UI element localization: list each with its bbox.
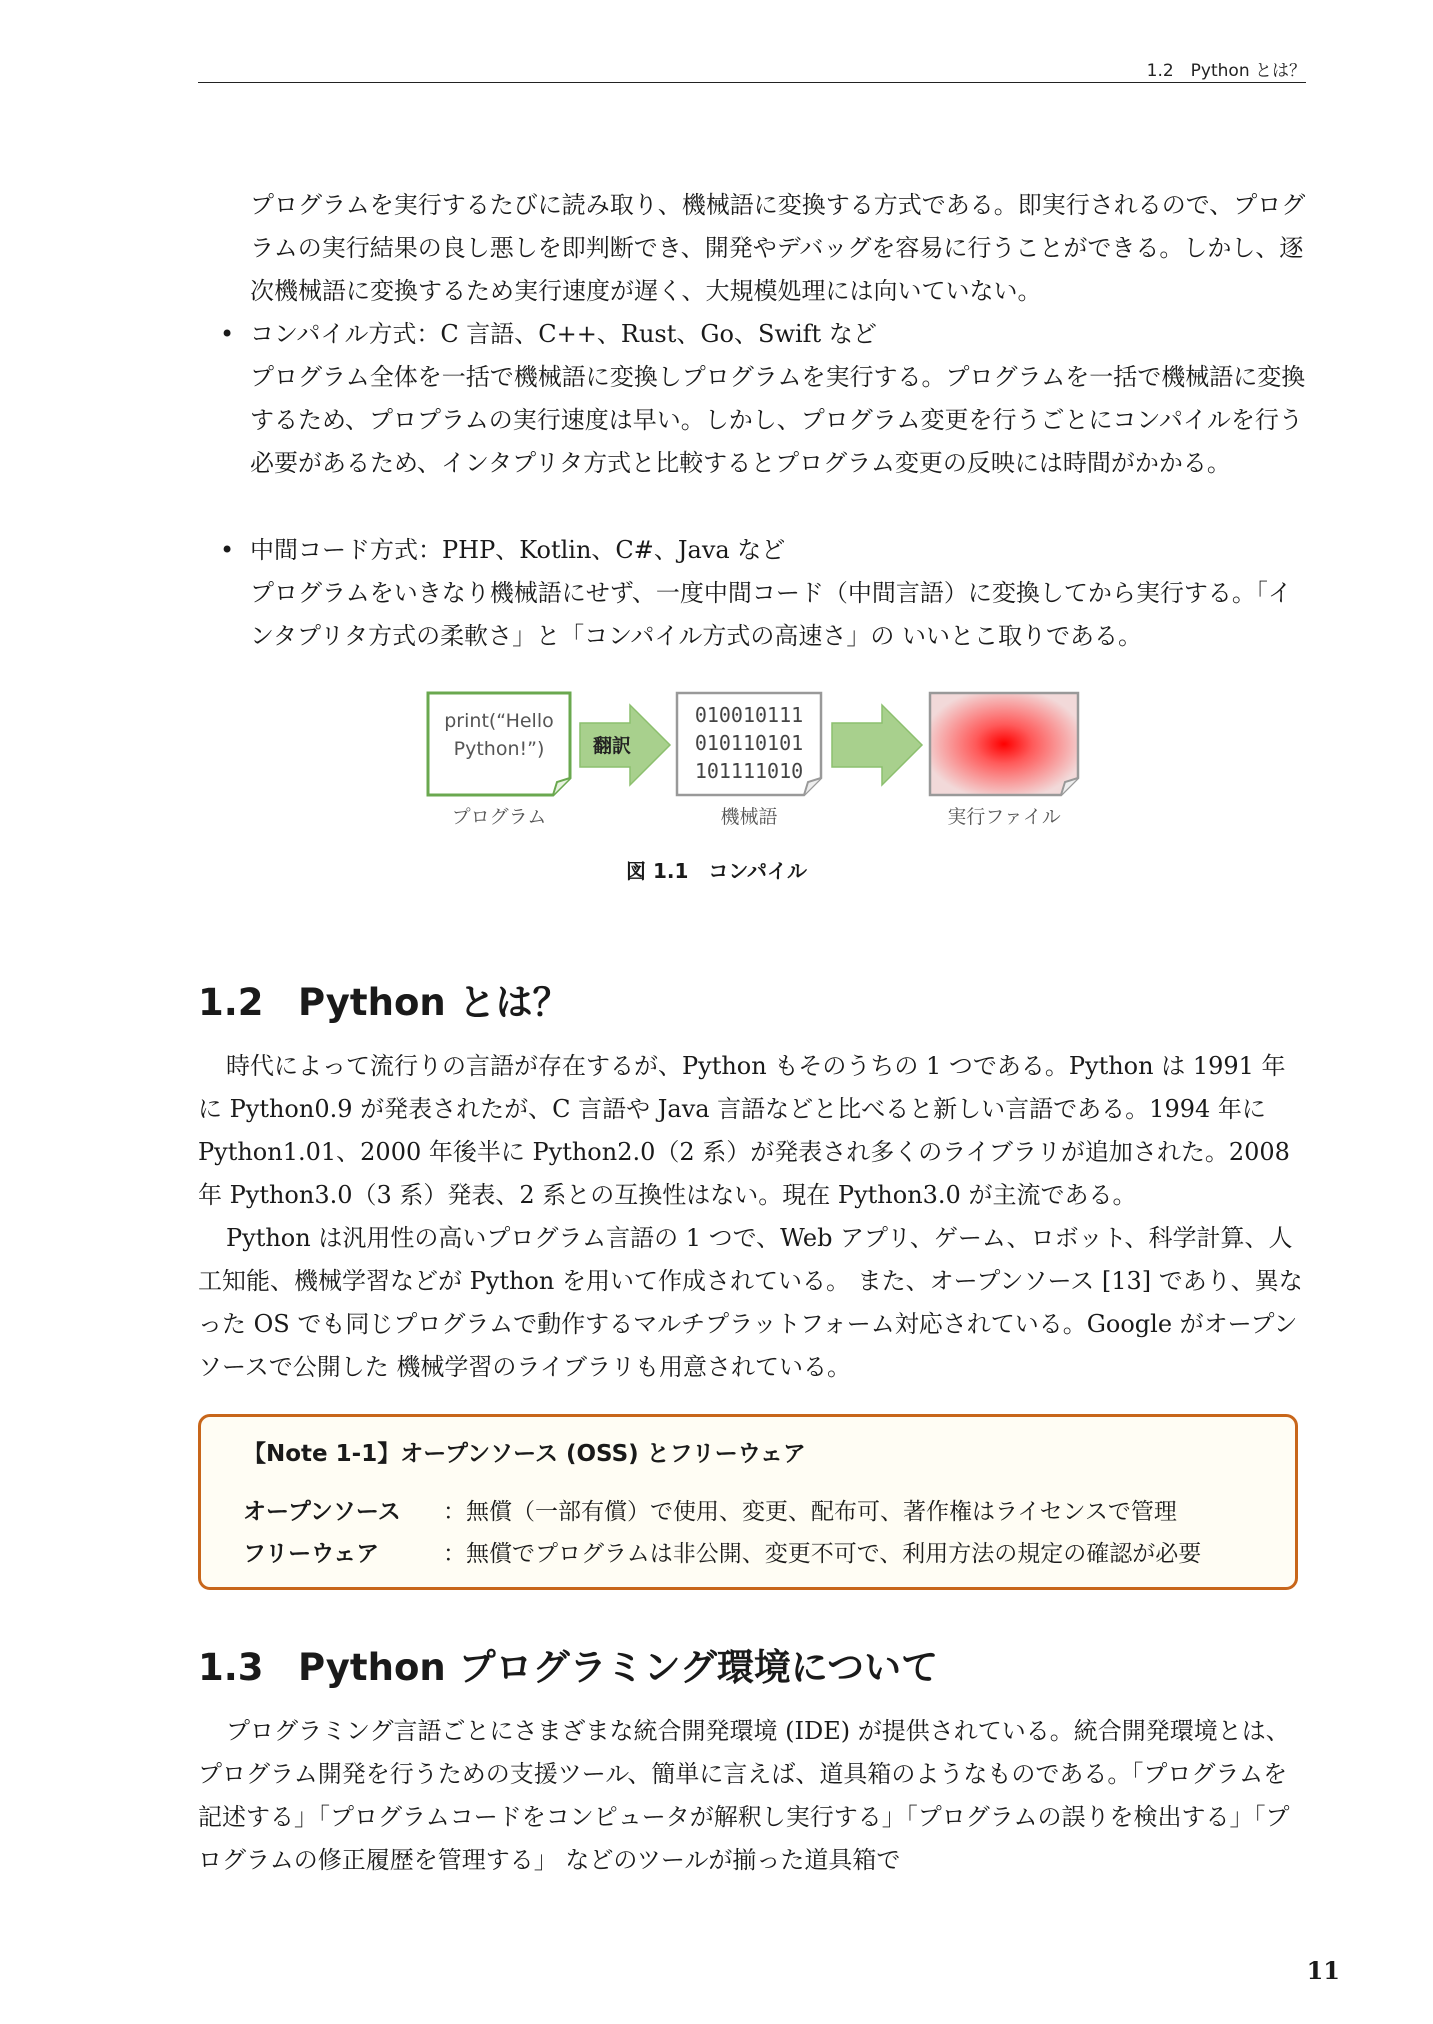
note-term: フリーウェア — [243, 1541, 380, 1567]
machine-line-1: 010010111 — [694, 703, 804, 727]
note-title: 【Note 1-1】オープンソース (OSS) とフリーウェア — [243, 1441, 806, 1467]
bullet-body-compile: プログラム全体を一括で機械語に変換しプログラムを実行する。プログラムを一括で機械語に変換するため、プロプラムの実行速度は早い。しかし、プログラム変更を行うごとにコンパイルを行う必要があるため、インタプリタ方式と比較するとプログラム変更の反映には時間がかかる。 — [250, 363, 1306, 477]
note-box — [198, 1414, 1298, 1590]
translate-arrow-icon — [580, 705, 670, 785]
compile-figure — [425, 690, 1085, 830]
bullet-title-compile: コンパイル方式：C 言語、C++、Rust、Go、Swift など — [250, 320, 877, 348]
executable-file-icon — [930, 693, 1078, 795]
note-desc: ：無償でプログラムは非公開、変更不可で、利用方法の規定の確認が必要 — [443, 1541, 1202, 1567]
program-line-1: print(“Hello — [444, 710, 554, 732]
section-title: Python とは？ — [298, 981, 570, 1024]
bullet-body-intermediate: プログラムをいきなり機械語にせず、一度中間コード（中間言語）に変換してから実行する。「インタプリタ方式の柔軟さ」と「コンパイル方式の高速さ」の いいとこ取りである。 — [250, 579, 1292, 650]
section-heading-1-2 — [198, 972, 570, 1026]
bullet-marker: • — [220, 320, 235, 348]
section-1-2-paragraph-1: 時代によって流行りの言語が存在するが、Python もそのうちの 1 つである。Python は 1991 年に Python0.9 が発表されたが、C 言語や Java 言語などと比べると新しい言語である。1994 年に Python1.01、2000 年後半に Python2.0（2 系）が発表され多くのライブラリが追加された。2008 年 Python3.0（3 系）発表、2 系との互換性はない。現在 Python3.0 が主流である。 — [198, 1052, 1290, 1209]
section-title: Python プログラミング環境について — [298, 1646, 939, 1689]
execute-arrow-icon — [832, 705, 922, 785]
label-machine: 機械語 — [720, 806, 778, 828]
page-number: 11 — [1306, 1956, 1340, 1985]
machine-line-2: 010110101 — [694, 731, 804, 755]
bullet-title-intermediate: 中間コード方式：PHP、Kotlin、C#、Java など — [250, 536, 786, 564]
label-executable: 実行ファイル — [947, 806, 1061, 828]
program-document-icon — [428, 693, 570, 795]
note-row-freeware — [243, 1535, 1201, 1568]
figure-caption: 図 1.1 コンパイル — [626, 859, 807, 883]
label-program: プログラム — [451, 806, 547, 828]
continued-paragraph: プログラムを実行するたびに読み取り、機械語に変換する方式である。即実行されるので、プログラムの実行結果の良し悪しを即判断でき、開発やデバッグを容易に行うことができる。しかし、逐次機械語に変換するため実行速度が遅く、大規模処理には向いていない。 — [250, 191, 1306, 305]
machine-code-document-icon — [677, 693, 821, 795]
header-rule — [198, 82, 1306, 83]
section-number: 1.2 — [198, 981, 264, 1024]
note-term: オープンソース — [243, 1499, 401, 1525]
bullet-marker: • — [220, 536, 235, 564]
translate-label: 翻訳 — [592, 735, 632, 757]
section-1-3-paragraph-1: プログラミング言語ごとにさまざまな統合開発環境 (IDE) が提供されている。統合開発環境とは、プログラム開発を行うための支援ツール、簡単に言えば、道具箱のようなものである。「プログラムを記述する」「プログラムコードをコンピュータが解釈し実行する」「プログラムの誤りを検出する」「プログラムの修正履歴を管理する」 などのツールが揃った道具箱で — [198, 1717, 1290, 1874]
running-head: 1.2 Python とは？ — [1146, 61, 1306, 81]
note-desc: ：無償（一部有償）で使用、変更、配布可、著作権はライセンスで管理 — [443, 1499, 1177, 1525]
program-line-2: Python!”) — [453, 738, 545, 760]
section-heading-1-3 — [198, 1637, 938, 1691]
section-number: 1.3 — [198, 1646, 264, 1689]
note-row-opensource — [243, 1493, 1177, 1526]
section-1-2-paragraph-2: Python は汎用性の高いプログラム言語の 1 つで、Web アプリ、ゲーム、ロボット、科学計算、人工知能、機械学習などが Python を用いて作成されている。 また、オープンソース [13] であり、異なった OS でも同じプログラムで動作するマルチプラットフォーム対応されている。Google がオープンソースで公開した 機械学習のライブラリも用意されている。 — [198, 1224, 1303, 1381]
machine-line-3: 101111010 — [694, 759, 804, 783]
